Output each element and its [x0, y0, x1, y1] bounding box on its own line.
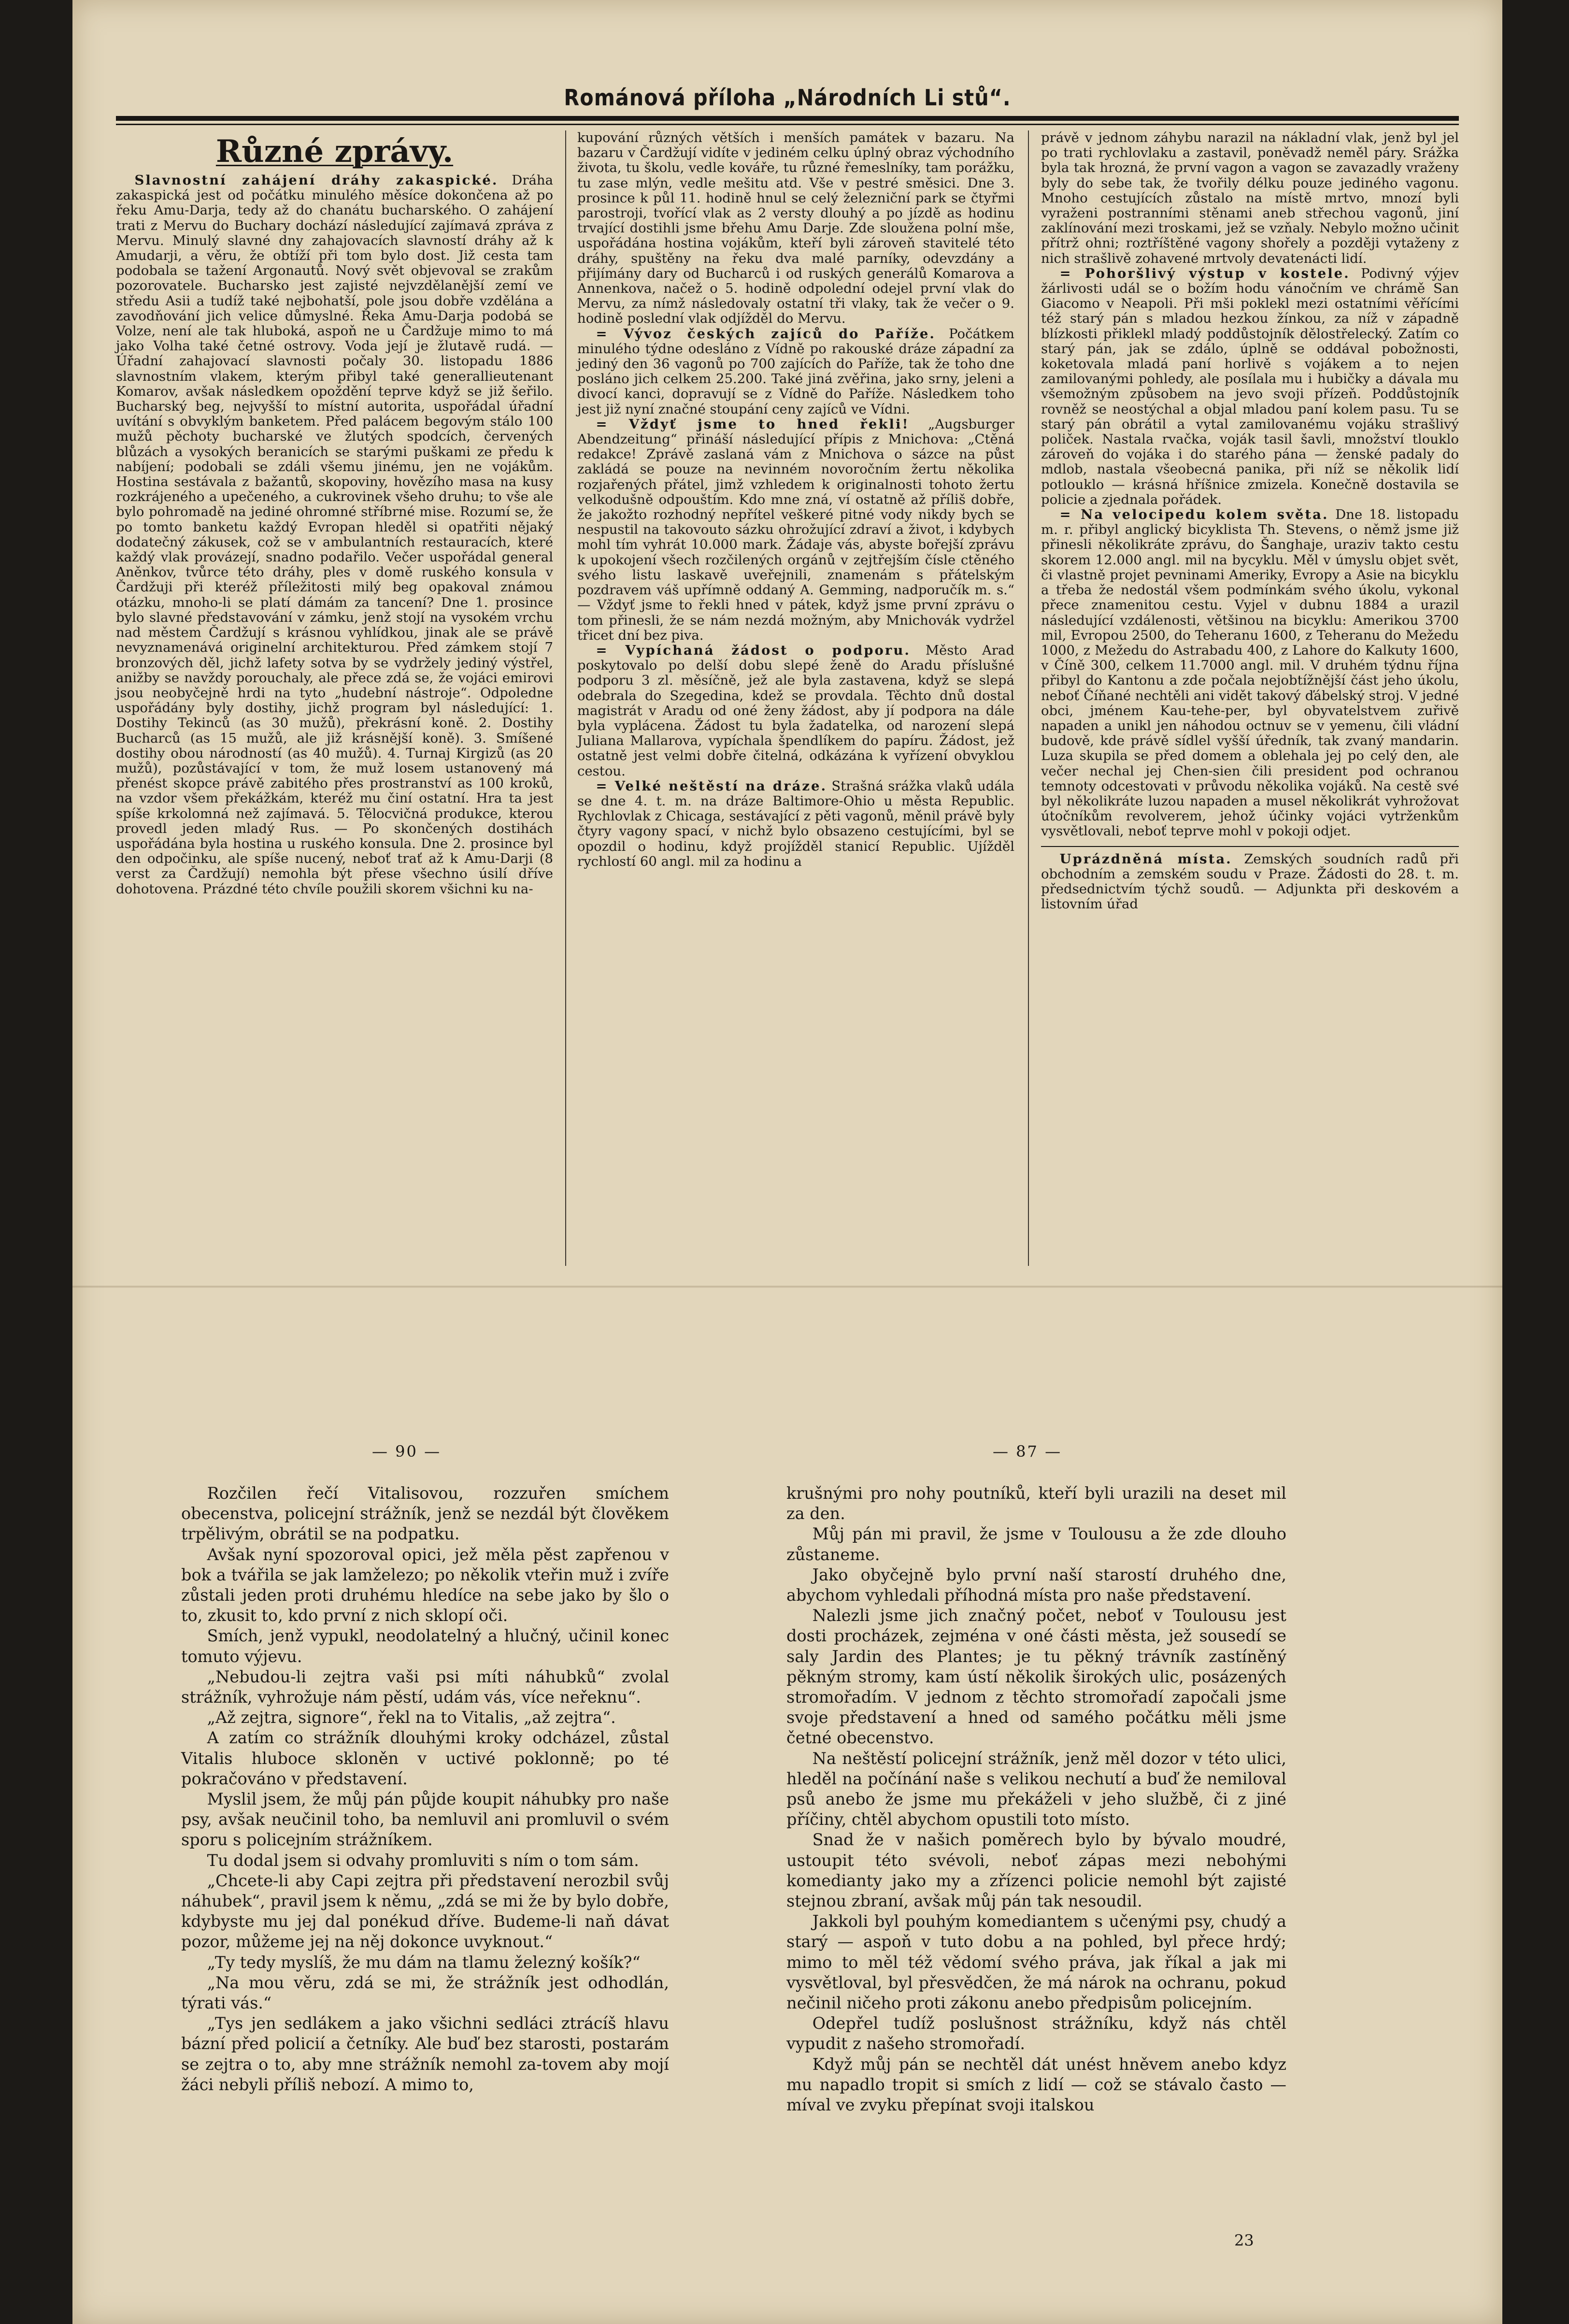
article-vacancies	[1041, 852, 1459, 912]
article-vacancies-heading: Uprázdněná místa.	[1059, 851, 1232, 867]
column-divider-2	[1028, 130, 1029, 1266]
article-train-crash-heading: = Velké neštěstí na dráze.	[596, 778, 827, 794]
header-rule-heavy	[116, 116, 1459, 121]
novel-paragraph: Avšak nyní spozoroval opici, jež měla pěst zapřenou v bok a tvářila se jak lamželezo; po několik vteřin muž i zvíře zůstali jeden proti druhému hledíce na sebe jako by šlo o to, zkusit to, kdo první z nich sklopí oči.	[181, 1545, 669, 1625]
novel-paragraph: Tu dodal jsem si odvahy promluviti s ním o tom sám.	[207, 1851, 639, 1870]
article-train-crash	[577, 779, 1014, 869]
novel-paragraph: Myslil jsem, že můj pán půjde koupit náhubky pro naše psy, avšak neučinil toho, ba nemluvil ani promluvil o svém sporu s policejním strážníkem.	[181, 1790, 669, 1850]
article-hares	[577, 327, 1014, 417]
novel-paragraph: „Tys jen sedlákem a jako všichni sedláci ztrácíš hlavu bázní před policií a četníky. Ale buď bez starosti, postarám se zejtra o to, aby mne strážník nemohl za-tovem aby mojí žáci nebyli příliš nebozí. A mimo to,	[181, 2014, 669, 2094]
novel-paragraph: krušnými pro nohy poutníků, kteří byli urazili na deset mil za den.	[786, 1484, 1286, 1523]
novel-paragraph: Rozčilen řečí Vitalisovou, rozzuřen smíchem obecenstva, policejní strážník, jenž se nezdál být člověkem trpělivým, obrátil se na podpatku.	[181, 1484, 669, 1544]
left-page-number: — 90 —	[372, 1442, 442, 1461]
column-divider-1	[565, 130, 566, 1266]
novel-paragraph: Smích, jenž vypukl, neodolatelný a hlučný, učinil konec tomuto výjevu.	[181, 1626, 669, 1666]
article-munich	[577, 417, 1014, 643]
article-velocipede-body: Dne 18. listopadu m. r. přibyl anglický bicyklista Th. Stevens, o němž jsme již přinesli několikráte zprávu, do Šanghaje, uraziv takto cestu skorem 12.000 angl. mil na bycyklu. Měl v úmyslu objet svět, či vlastně projet pevninami Ameriky, Evropy a Asie na bicyklu a třeba že nedostál všem podmínkám svého úkolu, vykonal přece znamenitou cestu. Vyjel v dubnu 1884 a urazil následující vzdálenosti, většinou na bicyklu: Amerikou 3700 mil, Evropou 2500, do Teheranu 1600, z Teheranu do Mežedu 1000, z Mežedu do Astrabadu 400, z Lahore do Kalkuty 1600, v Číně 300, celkem 11.7000 angl. mil. V druhém týdnu října přibyl do Kantonu a zde počala nejobtížnější část jeho úkolu, neboť Číňané nechtěli ani vidět takový ďábelský stroj. V jedné obci, jménem Kau-tehe-per, byl obyvatelstvem zuřivě napaden a unikl jen náhodou octnuv se v yemenu, čili vládní budově, kde právě sídlel vyšší úředník, tak zvaný mandarin. Luza skupila se před domem a oblehala jej po celý den, ale večer nechal jej Chen-sien čili president pod ochranou temnoty odcestovati v průvodu několika vojáků. Na cestě své byl několikráte luzou napaden a musel několikrát vyhrožovat útočníkům revolverem, jehož účinky vojáci vytrženkům vysvětlovali, neboť teprve mohl v pokoji odjet.	[1041, 507, 1459, 839]
novel-paragraph: Jakkoli byl pouhým komediantem s učenými psy, chudý a starý — aspoň v tuto dobu a na pohled, byl přece hrdý; mimo to měl též vědomí svého práva, jak říkal a jak mi vysvětloval, byl přesvědčen, že má nárok na ochranu, pokud nečinil ničeho proti zákonu anebo předpisům policejním.	[786, 1912, 1286, 2013]
column-3	[1041, 130, 1459, 912]
article-munich-body: „Augsburger Abendzeitung“ přináší následující přípis z Mnichova: „Ctěná redakce! Zprávě zaslaná vám z Mnichova o sázce na půst zakládá se pouze na nevinném novoročním žertu několika rozjařených přátel, jimž vzhledem k originalnosti tohoto žertu velkodušně odpouštím. Kdo mne zná, ví ostatně až příliš dobře, že jakožto rozhodný nepřítel veškeré pitné vody nikdy bych se nespustil na takovouto sázku ohrožující zdraví a život, i kdybych mohl tím vyhrát 10.000 mark. Žádaje vás, abyste bořejší zprávu k upokojení všech rozčilených orgánů v zejtřejším čísle ctěného svého listu laskavě uveřejnili, znamenám s přátelským pozdravem váš upřímně oddaný A. Gemming, nadporučík m. s.“ — Vždyť jsme to řekli hned v pátek, když jsme první zprávu o tom přinesli, že se nám nezdá možným, aby Mnichovák vydržel třicet dní bez piva.	[577, 416, 1014, 643]
article-munich-heading: = Vždyť jsme to hned řekli!	[596, 416, 910, 432]
novel-page-right	[786, 1483, 1286, 2115]
novel-paragraph: Můj pán mi pravil, že jsme v Toulousu a že zde dlouho zůstaneme.	[786, 1524, 1286, 1564]
article-railway-heading: Slavnostní zahájení dráhy zakaspické.	[134, 172, 499, 188]
column-2	[577, 130, 1014, 869]
article-railway	[116, 173, 553, 897]
article-railway-body: Dráha zakaspická jest od počátku minulého měsíce dokončena až po řeku Amu-Darja, tedy až do chanátu bucharského. O zahájení trati z Mervu do Buchary dochází následující zajímavá zpráva z Mervu. Minulý slavné dny zahajovacích slavností dráhy až k Amudarji, a věru, že obtíží při tom bylo dost. Již cesta tam podobala se tažení Argonautů. Nový svět objevoval se zrakům pozorovatele. Bucharsko jest zajisté nejvzdělanější zemí ve středu Asii a tudíž také nejbohatší, pole jsou dobře vzdělána a zavodňování jich velice důmyslné. Řeka Amu-Darja podobá se Volze, není ale tak hluboká, aspoň ne u Čardžuje mimo to má jako Volha také četné ostrovy. Voda její je žlutavě rudá. — Úřadní zahajovací slavnosti počaly 30. listopadu 1886 slavnostním vlakem, kterým přibyl také generallieutenant Komarov, avšak následkem opoždění teprve když se již šeřilo. Bucharský beg, nejvyšší to místní autorita, uspořádal úřadní uvítání s obvyklým banketem. Před palácem begovým stálo 100 mužů pěchoty bucharské ve žlutých spodcích, červených blůzách a vysokých beranicích se starými puškami ze předu k nabíjení; podobali se zdáli všemu jinému, jen ne vojákům. Hostina sestávala z bažantů, skopoviny, hovězího masa na kusy rozkrájeného a upečeného, a cukrovinek všeho druhu; to vše ale bylo pohromadě na jediné ohromné stříbrné mise. Rozumí se, že po tomto banketu každý Evropan hleděl si opatřiti nějaký dodatečný zákusek, což se v ambulantních restauracích, které každý vlak provázejí, snadno podařilo. Večer uspořádal general Aněnkov, tvůrce této dráhy, ples v domě ruského konsula v Čardžuji při kteréž příležitosti milý beg opakoval známou otázku, mnoho-li se platí dámám za tancení? Dne 1. prosince bylo slavné představování v zámku, jenž stojí na vysokém vrchu nad městem Čardžují s krásnou vyhlídkou, jinak ale se právě nevyznamenává originelní architekturou. Před zámkem stojí 7 bronzových děl, jichž lafety sotva by se vydržely jediný výstřel, anižby se navždy porouchaly, ale přece zdá se, že vojáci emirovi jsou neobyčejně hrdi na tyto „hudební nástroje“. Odpoledne uspořádány byly dostihy, jichž program byl následující: 1. Dostihy Tekinců (as 30 mužů), překrásní koně. 2. Dostihy Bucharců (as 15 mužů, ale již krásnější koně). 3. Smíšené dostihy obou národností (as 40 mužů). 4. Turnaj Kirgizů (as 20 mužů), pozůstávající v tom, že muž losem ustanovený má přenést skopce právě zabitého přes prostranství as 100 kroků, na vzdor všem překážkám, kteréž mu činí ostatní. Hra ta jest spíše krkolomná než zajímavá. 5. Tělocvičná produkce, kterou provedl jeden mladý Rus. — Po skončených dostihách uspořádána byla hostina u ruského konsula. Dne 2. prosince byl den odpočinku, ale spíše nucený, neboť trať až k Amu-Darji (8 verst za Čardžují) nemohla být přese všechno úsilí dříve dohotovena. Prázdné této chvíle použili skorem všichni ku na-	[116, 172, 553, 897]
novel-paragraph: „Až zejtra, signore“, řekl na to Vitalis, „až zejtra“.	[207, 1708, 616, 1727]
header-rule-thin	[116, 124, 1459, 125]
vacancies-rule	[1041, 846, 1459, 847]
article-arad-heading: = Vypíchaná žádost o podporu.	[596, 642, 911, 658]
novel-paragraph: Snad že v našich poměrech bylo by bývalo moudré, ustoupit této svévoli, neboť zápas mezi nebohými komedianty jako my a zřízenci policie nemohl být zajisté stejnou zbraní, avšak můj pán tak nesoudil.	[786, 1830, 1286, 1911]
novel-paragraph: „Na mou věru, zdá se mi, že strážník jest odhodlán, týrati vás.“	[181, 1973, 669, 2013]
novel-paragraph: „Chcete-li aby Capi zejtra při představení nerozbil svůj náhubek“, pravil jsem k němu, „zdá se mi že by bylo dobře, kdybyste mu jej dal ponékud dříve. Budeme-li naň dávat pozor, můžeme jej na něj dokonce uvyknout.“	[181, 1871, 669, 1951]
running-title: Románová příloha „Národních Li stů“.	[564, 85, 1011, 111]
page-fold	[72, 1285, 1502, 1288]
article-arad-body: Město Arad poskytovalo po delší dobu slepé ženě do Aradu příslušné podporu 3 zl. měsíčně, jež ale byla zastavena, když se slepá odebrala do Szegedina, kdež se provdala. Těchto dnů dostal magistrát v Aradu od oné ženy žádost, aby jí podpora na dále byla vyplácena. Žádost tu byla žadatelka, od narození slepá Juliana Mallarova, vypíchala špendlíkem do papíru. Žádost, jež ostatně jest velmi dobře čitelná, odkázána k vyřízení obvyklou cestou.	[577, 642, 1015, 779]
article-velocipede-heading: = Na velocipedu kolem světa.	[1059, 507, 1329, 523]
novel-page-left	[181, 1483, 669, 2095]
novel-paragraph: Když můj pán se nechtěl dát unést hněvem anebo kdyz mu napadlo tropit si smích z lidí — což se stávalo často — míval ve zvyku přepínat svoji italskou	[786, 2054, 1286, 2115]
novel-paragraph: Na neštěstí policejní strážník, jenž měl dozor v této ulici, hleděl na počínání naše s velikou nechutí a buď že nemiloval psů anebo že jsme mu překáželi v jeho službě, či z jiné příčiny, chtěl abychom opustili toto místo.	[786, 1749, 1286, 1829]
article-hares-body: Počátkem minulého týdne odesláno z Vídně po rakouské dráze západní za jediný den 36 vagonů po 700 zajících do Paříže, tak že toho dne posláno jich celkem 25.200. Také jiná zvěřina, jako srny, jeleni a divocí kanci, dopravují se z Vídně do Paříže. Následkem toho jest již nyní značné stoupání ceny zajíců ve Vídni.	[577, 326, 1014, 417]
column-1	[116, 130, 553, 897]
article-arad	[577, 643, 1014, 779]
section-title: Různé zprávy.	[215, 133, 454, 170]
novel-paragraph: A zatím co strážník dlouhými kroky odcházel, zůstal Vitalis hluboce skloněn v uctivé poklonně; po té pokračováno v představení.	[181, 1728, 669, 1788]
article-church	[1041, 266, 1459, 507]
article-hares-heading: = Vývoz českých zajíců do Paříže.	[596, 326, 936, 342]
article-velocipede	[1041, 507, 1459, 839]
novel-paragraph: Odepřel tudíž poslušnost strážníku, když nás chtěl vypudit z našeho stromořadí.	[786, 2014, 1286, 2053]
article-train-crash-continued: právě v jednom záhybu narazil na nákladní vlak, jenž byl jel po trati rychlovlaku a zastavil, poněvadž neměl páry. Srážka byla tak hrozná, že první vagon a vagon se zavazadly vraženy byly do sebe tak, že tvořily délku pouze jediného vagonu. Mnoho cestujících zůstalo na místě mrtvo, mnozí byli vyraženi postranními stěnami aneb střechou vagonů, jiní zaklínování mezi troskami, jež se vzňaly. Nebylo možno učinit přítrž ohni; roztříštěné vagony shořely a později vytaženy z nich strašlivě zohavené mrtvoly devatenácti lidí.	[1041, 130, 1459, 266]
article-vacancies-body: Zemských soudních radů při obchodním a zemském soudu v Praze. Žádosti do 28. t. m. předsednictvím týchž soudů. — Adjunkta při deskovém a listovním úřad	[1041, 851, 1459, 912]
novel-paragraph: „Nebudou-li zejtra vaši psi míti náhubků“ zvolal strážník, vyhrožuje nám pěstí, udám vás, více neřeknu“.	[181, 1667, 669, 1707]
signature-folio: 23	[1234, 2231, 1254, 2250]
article-church-body: Podivný výjev žárlivosti udál se o božím hodu vánočním ve chrámě San Giacomo v Neapoli. Při mši poklekl mezi ostatními věřícími též starý pán s mladou hezkou žínkou, za níž v západně blízkosti přiklekl mladý poddůstojník dělostřelecký. Zatím co starý pán, jak se zdálo, úplně se oddával pobožnosti, koketovala mladá paní horlivě s vojákem a to nejen zamilovanými pohledy, ale posílala mu i hubičky a dávala mu všemožným způsobem na jevo svoji přízeň. Poddůstojník rovněž se neostýchal a objal mladou paní kolem pasu. Tu se starý pán obrátil a vytal zamilovanému vojáku strašlivý poliček. Nastala rvačka, voják tasil šavli, množství tlouklo zároveň do vojáka i do starého pána — ženské padaly do mdlob, nastala všeobecná panika, při níž se několik lidí potlouklo — krásná hříšnice zmizela. Konečně dostavila se policie a zjednala pořádek.	[1041, 265, 1459, 507]
novel-paragraph: „Ty tedy myslíš, že mu dám na tlamu železný košík?“	[207, 1952, 641, 1972]
right-page-number: — 87 —	[993, 1442, 1062, 1461]
newspaper-sheet	[72, 0, 1502, 2324]
novel-paragraph: Jako obyčejně bylo první naší starostí druhého dne, abychom vyhledali příhodná místa pro naše představení.	[786, 1565, 1286, 1605]
article-church-heading: = Pohoršlivý výstup v kostele.	[1059, 265, 1350, 281]
article-train-crash-body: Strašná srážka vlaků udála se dne 4. t. m. na dráze Baltimore-Ohio u města Republic. Rychlovlak z Chicaga, sestávající z pěti vagonů, měnil právě byly čtyry vagony spací, v nichž bylo obsazeno cestujícími, byl se opozdil o hodinu, když projížděl stanicí Republic. Ujížděl rychlostí 60 angl. mil za hodinu a	[577, 778, 1014, 869]
article-railway-continued: kupování různých větších i menších památek v bazaru. Na bazaru v Čardžují vidíte v jediném celku úplný obraz východního života, tu školu, vedle kováře, tu různé řemeslníky, tam porážku, tu zase mlýn, vedle mešitu atd. Vše v pestré směsici. Dne 3. prosince k půl 11. hodině hnul se celý železniční park se čtyřmi parostroji, tvořící vlak as 2 versty dlouhý a po jízdě as hodinu trvající dostihli jsme břehu Amu Darje. Zde sloužena polní mše, uspořádána hostina vojákům, kteří byli zároveň stavitelé této dráhy, spuštěny na řeku dva malé parníky, odevzdány a přijímány dary od Bucharců i od ruských generálů Komarova a Annenkova, načež o 5. hodině odpolední odejel první vlak do Mervu, za nímž následovaly ostatní tři vlaky, tak že večer o 9. hodině poslední vlak odjížděl do Mervu.	[577, 130, 1014, 327]
novel-paragraph: Nalezli jsme jich značný počet, neboť v Toulousu jest dosti procházek, zejména v oné části města, jež sousedí se saly Jardin des Plantes; je tu pěkný trávník zastíněný pěkným stromy, kam ústí několik širokých ulic, posázených stromořadím. V jednom z těchto stromořadí započali jsme svoje představení a hned od samého počátku měli jsme četné obecenstvo.	[786, 1606, 1286, 1748]
